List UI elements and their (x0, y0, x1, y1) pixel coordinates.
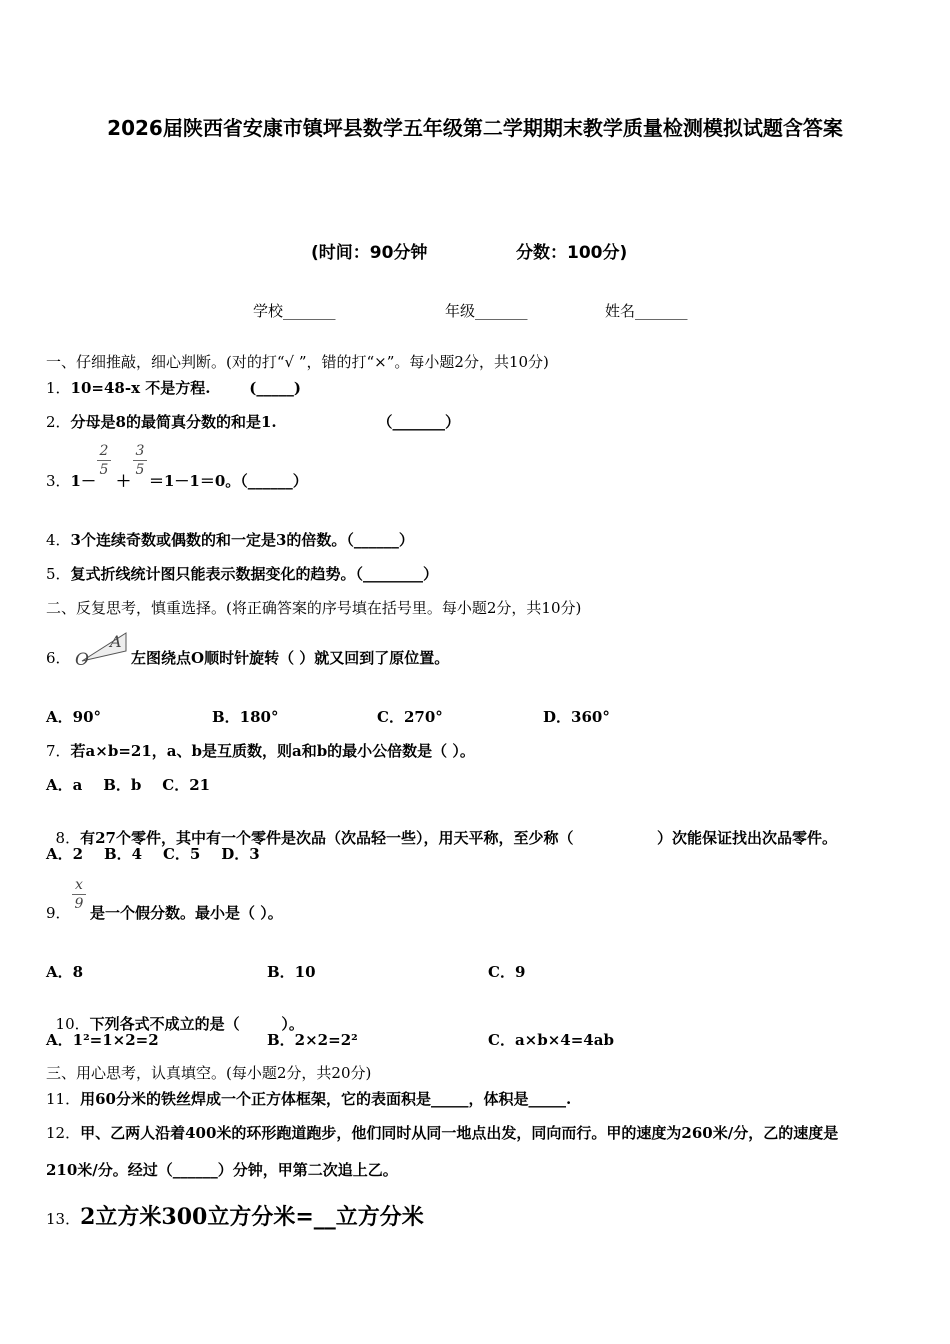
fraction-denominator: 9 (74, 896, 84, 912)
question-text: 是一个假分数。最小是（ ）。 (90, 904, 283, 922)
question-text: 用60分米的铁丝焊成一个正方体框架，它的表面积是_____，体积是_____. (80, 1090, 572, 1108)
plus-sign: ＋ (115, 472, 131, 490)
section-2-heading: 二、反复思考，慎重选择。(将正确答案的序号填在括号里。每小题2分，共10分) (46, 599, 582, 617)
question-number: 11． (46, 1090, 81, 1108)
question-number: 4． (46, 531, 71, 549)
option-c: C．9 (488, 963, 526, 981)
question-12-continued (46, 1159, 398, 1180)
question-1 (46, 377, 301, 398)
answer-blank: (_____) (249, 379, 301, 397)
question-number: 9． (46, 904, 71, 922)
question-7 (46, 740, 475, 761)
section-1-heading: 一、仔细推敲，细心判断。(对的打“√ ”，错的打“×”。每小题2分，共10分) (46, 353, 549, 371)
question-number: 5． (46, 565, 71, 583)
fraction-denominator: 5 (99, 462, 109, 478)
option-b: B．180° (212, 708, 279, 726)
question-11 (46, 1088, 571, 1109)
name-field: 姓名_______ (605, 302, 688, 320)
question-2 (46, 411, 460, 432)
question-text-line-1: 甲、乙两人沿着400米的环形跑道跑步，他们同时从同一地点出发，同向而行。甲的速度为260米/分，乙的速度是 (80, 1124, 839, 1142)
document-title: 2026届陕西省安康市镇坪县数学五年级第二学期期末教学质量检测模拟试题含答案 (107, 116, 843, 140)
question-text: 3个连续奇数或偶数的和一定是3的倍数。（______） (70, 531, 414, 549)
question-number: 1． (46, 379, 71, 397)
grade-field: 年级_______ (445, 302, 528, 320)
point-o-label: O (75, 650, 89, 667)
question-7-options: A．a B．b C．21 (46, 776, 211, 794)
question-6 (46, 647, 71, 668)
fraction-x-9 (72, 877, 86, 912)
question-12 (46, 1122, 838, 1143)
question-text: 复式折线统计图只能表示数据变化的趋势。（________） (70, 565, 439, 583)
option-d: D．360° (543, 708, 610, 726)
answer-blank: （_______） (377, 413, 460, 431)
option-c: C．270° (377, 708, 443, 726)
option-b: B．10 (267, 963, 316, 981)
question-13 (46, 1200, 424, 1231)
exam-time: (时间：90分钟 (311, 243, 428, 263)
rotation-figure (72, 625, 130, 667)
question-number: 3． (46, 472, 71, 490)
question-text: 下列各式不成立的是（ ）。 (89, 1015, 304, 1033)
question-text: 左图绕点O顺时针旋转（ ）就又回到了原位置。 (131, 649, 450, 667)
question-text-line-2: 210米/分。经过（______）分钟，甲第二次追上乙。 (46, 1161, 398, 1179)
question-number: 8． (55, 829, 81, 847)
fraction-denominator: 5 (135, 462, 145, 478)
fraction-2-5 (97, 443, 111, 478)
option-c: C．a×b×4=4ab (488, 1031, 614, 1049)
option-b: B．2×2=2² (267, 1031, 358, 1049)
question-9-text (90, 902, 283, 923)
option-a: A．1²=1×2=2 (46, 1031, 159, 1049)
expression-prefix: 1－ (70, 472, 96, 490)
question-3 (46, 470, 308, 491)
option-a: A．8 (46, 963, 84, 981)
question-text: 有27个零件，其中有一个零件是次品（次品轻一些），用天平称，至少称（ ）次能保证找出次品零件。 (80, 829, 838, 847)
fraction-3-5 (133, 443, 147, 478)
question-text: 分母是8的最简真分数的和是1. (70, 413, 277, 431)
question-number: 7． (46, 742, 71, 760)
question-9 (46, 902, 71, 923)
question-text: 10=48-x 不是方程. (70, 379, 211, 397)
question-text: 2立方米300立方分米=__立方分米 (80, 1204, 424, 1230)
question-8-options: A．2 B．4 C．5 D．3 (46, 845, 260, 863)
exam-score: 分数：100分) (516, 243, 628, 263)
question-number: 6． (46, 649, 71, 667)
question-number: 10． (55, 1015, 90, 1033)
point-a-label: A (110, 632, 122, 651)
question-6-text (131, 647, 449, 668)
fraction-numerator: 2 (99, 443, 109, 459)
fraction-numerator: 3 (135, 443, 145, 459)
question-5 (46, 563, 438, 584)
question-number: 2． (46, 413, 71, 431)
expression-suffix: ＝1－1＝0。（______） (149, 472, 308, 490)
school-field: 学校_______ (253, 302, 336, 320)
question-number: 12． (46, 1124, 81, 1142)
section-3-heading: 三、用心思考，认真填空。(每小题2分，共20分) (46, 1064, 372, 1082)
option-a: A．90° (46, 708, 102, 726)
question-number: 13． (46, 1210, 81, 1228)
fraction-numerator: x (75, 877, 83, 893)
question-4 (46, 529, 414, 550)
question-text: 若a×b=21，a、b是互质数，则a和b的最小公倍数是（ ）。 (70, 742, 475, 760)
